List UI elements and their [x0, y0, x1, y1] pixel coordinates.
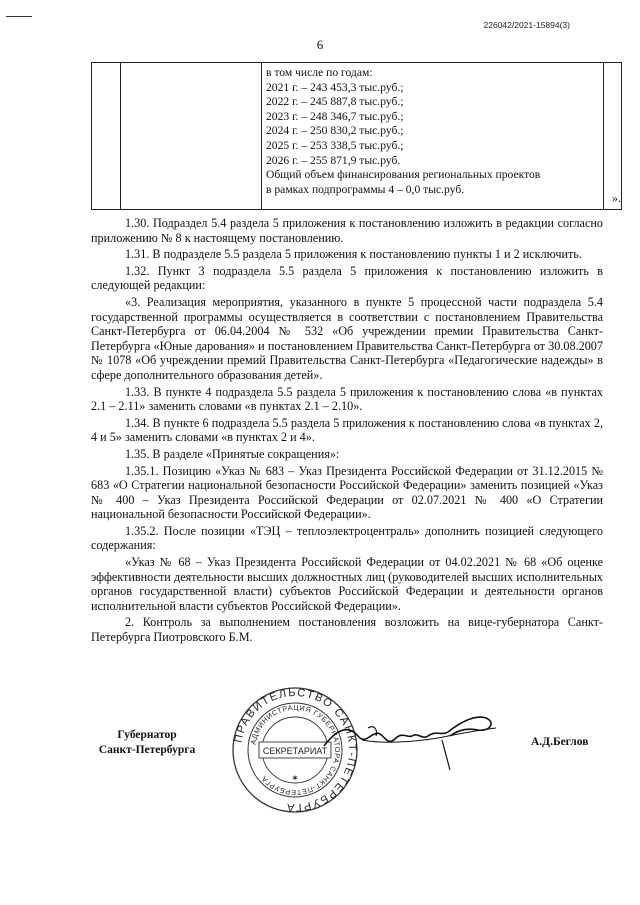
paragraph: 2. Контроль за выполнением постановления возложить на вице-губернатора Санкт-Петербурга Пиотровского Б.М. — [91, 615, 603, 645]
table-line: 2021 г. – 243 453,3 тыс.руб.; — [266, 80, 404, 94]
signatory-title — [97, 728, 197, 758]
table-cell-empty — [604, 63, 622, 210]
table-row — [92, 63, 622, 210]
document-id: 226042/2021-15894(3) — [483, 20, 570, 30]
handwritten-signature — [318, 700, 500, 774]
table-line: Общий объем финансирования региональных проектов — [266, 168, 541, 182]
seal-star-icon: ✶ — [291, 773, 299, 783]
body-text — [91, 216, 603, 647]
paragraph: 1.34. В пункте 6 подраздела 5.5 раздела 5 приложения к постановлению слова «в пунктах 2, 4 и 5» заменить словами «в пунктах 2 и 4». — [91, 415, 603, 445]
paragraph: 1.32. Пункт 3 подраздела 5.5 раздела 5 приложения к постановлению изложить в следующей редакции: — [91, 263, 603, 293]
paragraph: 1.30. Подраздел 5.4 раздела 5 приложения к постановлению изложить в редакции согласно приложению № 8 к настоящему постановлению. — [91, 216, 603, 245]
page-number: 6 — [316, 37, 324, 52]
paragraph: 1.33. В пункте 4 подраздела 5.5 раздела 5 приложения к постановлению слова «в пунктах 2.1 – 2.11» заменить словами «в пунктах 2.1 – 2.10». — [91, 384, 603, 414]
seal-center-text: СЕКРЕТАРИАТ — [262, 746, 328, 756]
table-line: в рамках подпрограммы 4 – 0,0 тыс.руб. — [266, 182, 465, 196]
table-line: 2022 г. – 245 887,8 тыс.руб.; — [266, 95, 404, 109]
paragraph: 1.31. В подразделе 5.5 раздела 5 приложения к постановлению пункты 1 и 2 исключить. — [125, 247, 582, 262]
table-cell-number — [92, 63, 121, 210]
signatory-title-line: Санкт-Петербурга — [98, 744, 196, 756]
financing-table — [91, 62, 622, 210]
corner-mark — [6, 16, 32, 17]
table-line: в том числе по годам: — [266, 66, 373, 79]
table-cell-label — [121, 63, 262, 210]
paragraph: 1.35.2. После позиции «ТЭЦ – теплоэлектроцентраль» дополнить позицией следующего содержания: — [91, 523, 603, 553]
table-line: 2024 г. – 250 830,2 тыс.руб.; — [266, 124, 404, 138]
table-line: 2025 г. – 253 338,5 тыс.руб.; — [266, 138, 404, 152]
paragraph: 1.35.1. Позицию «Указ № 683 – Указ Президента Российской Федерации от 31.12.2015 № 683 «О Стратегии национальной безопасности Российской Федерации» заменить позицией «Указ № 400 – Указ Президента Российской Федерации от 02.07.2021 № 400 «О Стратегии национальной безопасности Российской Федерации». — [91, 463, 603, 522]
signatory-name: А.Д.Беглов — [531, 736, 589, 748]
closing-quote: ». — [612, 191, 621, 205]
paragraph: «3. Реализация мероприятия, указанного в пункте 5 процессной части подраздела 5.4 государственной программы осуществляется в соответствии с постановлением Правительства Санкт-Петербурга от 06.04.2004 № 532 «Об учреждении премии Правительства Санкт-Петербурга «Юные дарования» и постановлением Правительства Санкт-Петербурга от 30.08.2007 № 1078 «Об учреждении премий Правительства Санкт-Петербурга «Педагогические надежды» в сфере дополнительного образования детей». — [91, 294, 603, 382]
table-cell-financing — [262, 63, 604, 210]
signatory-title-line: Губернатор — [117, 729, 177, 741]
paragraph: 1.35. В разделе «Принятые сокращения»: — [125, 446, 340, 461]
seal-inner-text: АДМИНИСТРАЦИЯ ГУБЕРНАТОРА САНКТ-ПЕТЕРБУРГА — [248, 702, 343, 798]
paragraph: «Указ № 68 – Указ Президента Российской Федерации от 04.02.2021 № 68 «Об оценке эффективности деятельности высших должностных лиц (руководителей высших исполнительных органов государственной власти) субъектов Российской Федерации и деятельности органов исполнительной власти субъектов Российской Федерации». — [91, 555, 603, 613]
seal-outer-text: ПРАВИТЕЛЬСТВО САНКТ-ПЕТЕРБУРГА — [232, 686, 359, 814]
table-line: 2026 г. – 255 871,9 тыс.руб. — [266, 153, 401, 167]
table-line: 2023 г. – 248 346,7 тыс.руб.; — [266, 109, 404, 123]
